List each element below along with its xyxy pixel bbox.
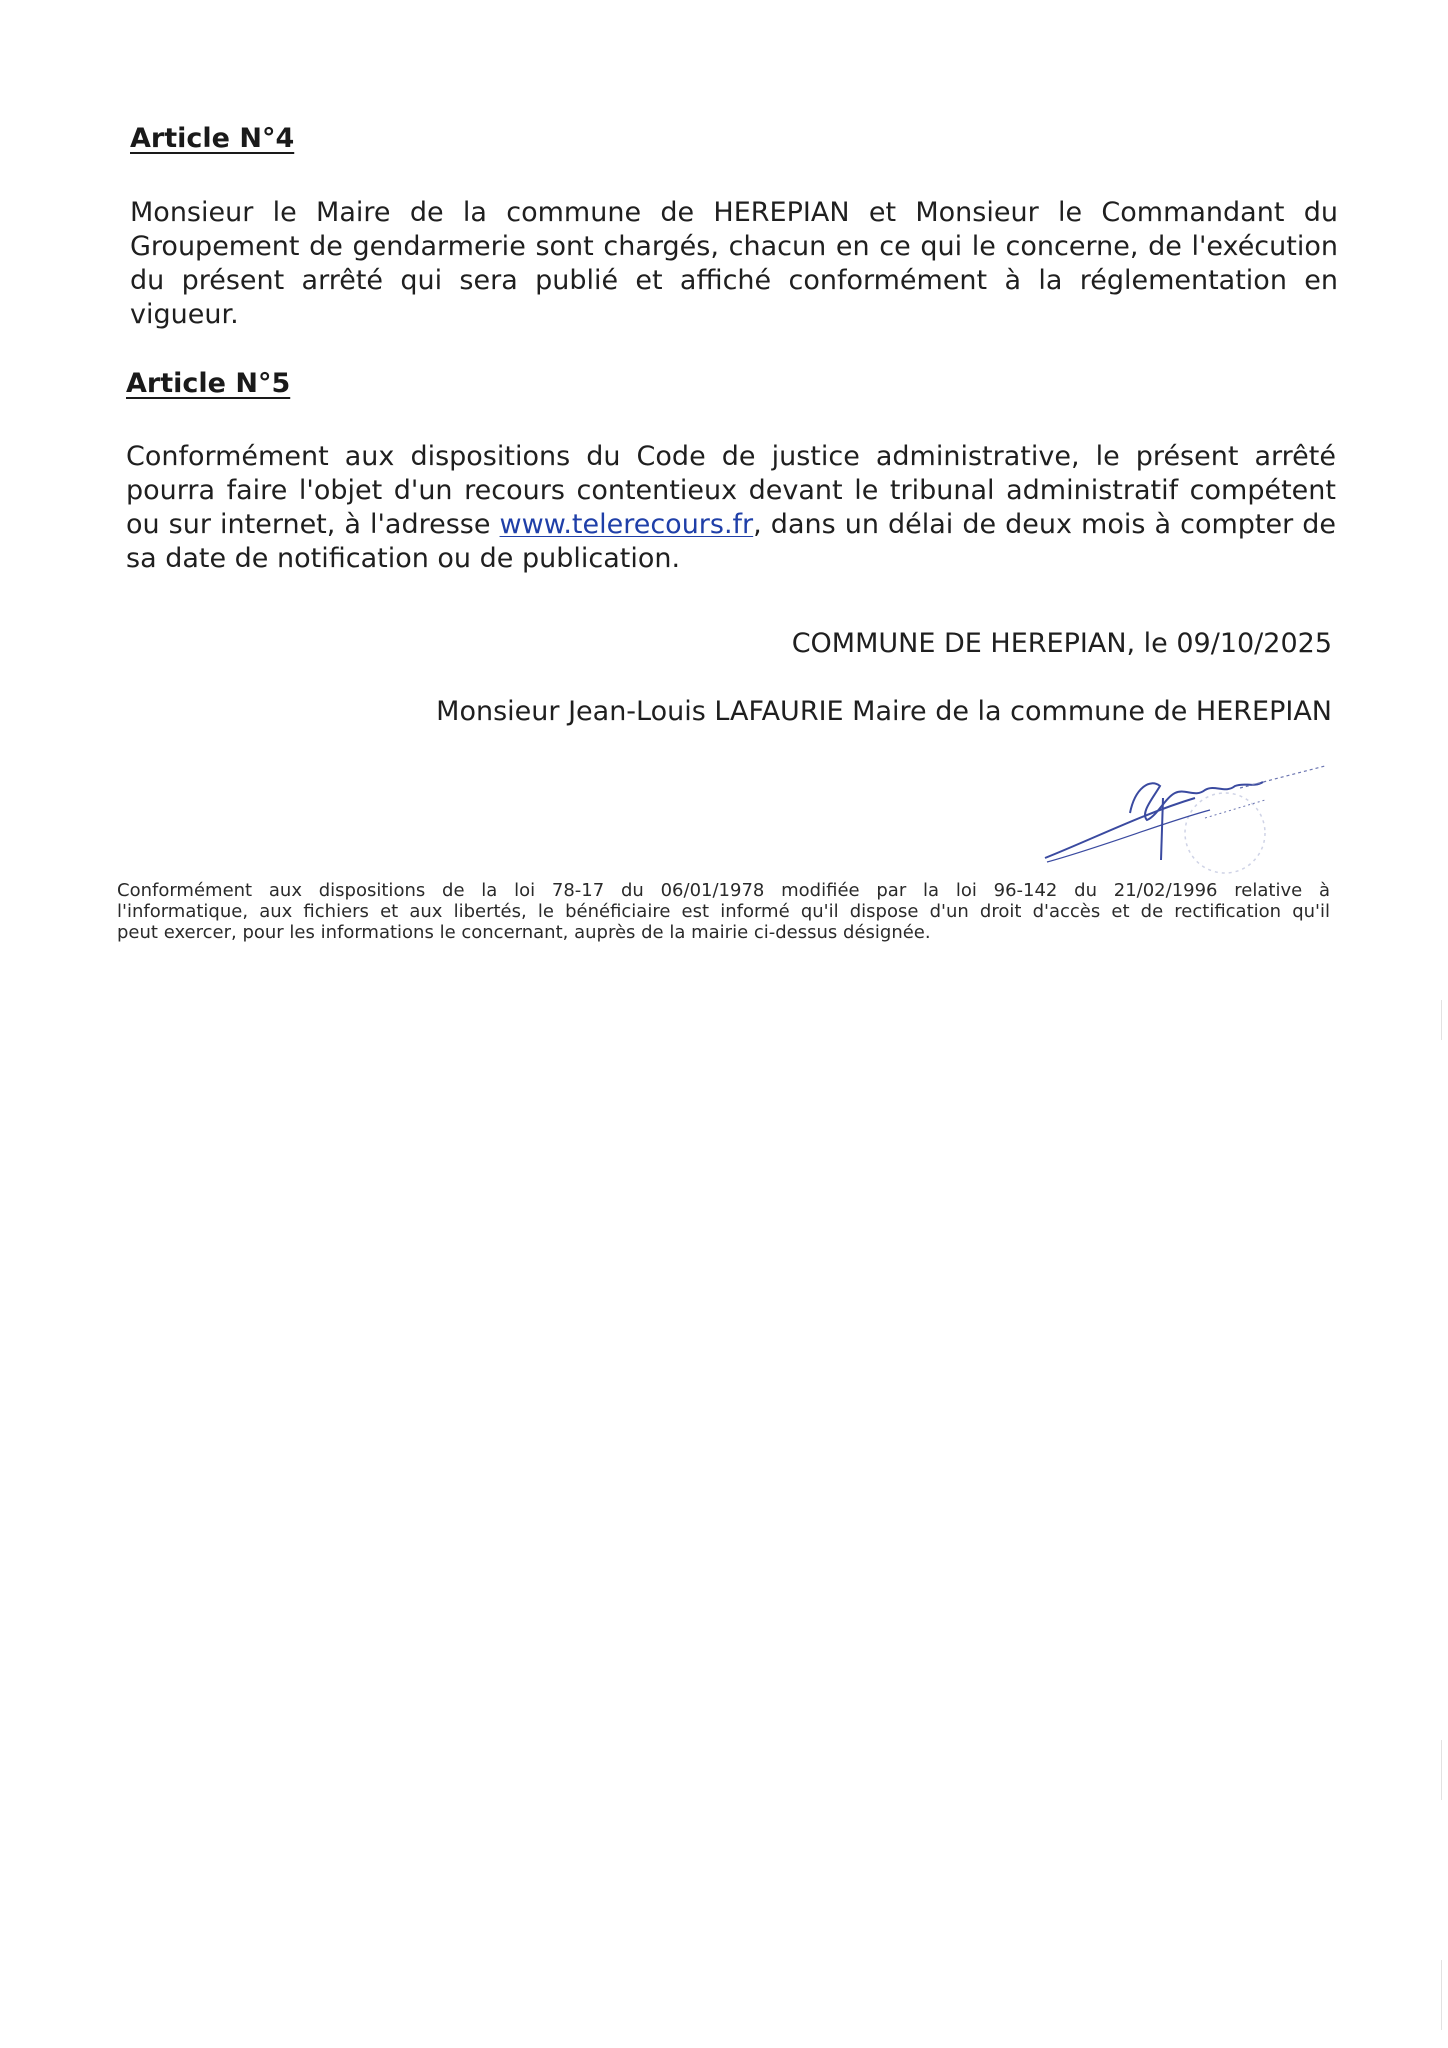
handwritten-signature [1035, 758, 1335, 888]
scan-edge-mark [1441, 1740, 1442, 1800]
privacy-notice [117, 880, 1330, 943]
article-4-line: vigueur. [130, 299, 239, 330]
scan-edge-mark [1441, 1000, 1442, 1040]
article-4-body [130, 196, 1338, 332]
article-5-text: ou sur internet, à l'adresse [126, 509, 500, 540]
article-4-line: Monsieur le Maire de la commune de HEREPIAN et Monsieur le Commandant du [130, 197, 1338, 228]
signature-stroke [1240, 766, 1325, 788]
article-5-line: Conformément aux dispositions du Code de justice administrative, le présent arrêté [126, 441, 1336, 472]
signature-stroke [1205, 800, 1265, 818]
article-5-body [126, 440, 1336, 576]
article-5-heading: Article N°5 [126, 368, 291, 399]
article-5-line: sa date de notification ou de publication. [126, 543, 681, 574]
scan-edge-mark [1441, 1960, 1442, 2030]
article-5-line: pourra faire l'objet d'un recours contentieux devant le tribunal administratif compétent [126, 475, 1336, 506]
stamp-circle [1185, 793, 1265, 873]
privacy-notice-line: l'informatique, aux fichiers et aux libertés, le bénéficiaire est informé qu'il dispose d'un droit d'accès et de rectification qu'il [117, 901, 1330, 922]
article-5-line [126, 508, 1336, 542]
article-4-line: Groupement de gendarmerie sont chargés, chacun en ce qui le concerne, de l'exécution [130, 231, 1338, 262]
article-4-heading: Article N°4 [130, 123, 295, 154]
place-date: COMMUNE DE HEREPIAN, le 09/10/2025 [791, 628, 1332, 659]
telerecours-link[interactable]: www.telerecours.fr [499, 509, 754, 540]
signature-stroke [1045, 798, 1195, 858]
privacy-notice-line: Conformément aux dispositions de la loi 78-17 du 06/01/1978 modifiée par la loi 96-142 du 21/02/1996 relative à [117, 880, 1330, 901]
article-4-line: du présent arrêté qui sera publié et affiché conformément à la réglementation en [130, 265, 1338, 296]
signatory-line: Monsieur Jean-Louis LAFAURIE Maire de la commune de HEREPIAN [436, 696, 1332, 727]
article-5-text: , dans un délai de deux mois à compter de [753, 509, 1337, 540]
signature-stroke [1047, 810, 1210, 862]
privacy-notice-line: peut exercer, pour les informations le concernant, auprès de la mairie ci-dessus désignée. [117, 922, 931, 943]
